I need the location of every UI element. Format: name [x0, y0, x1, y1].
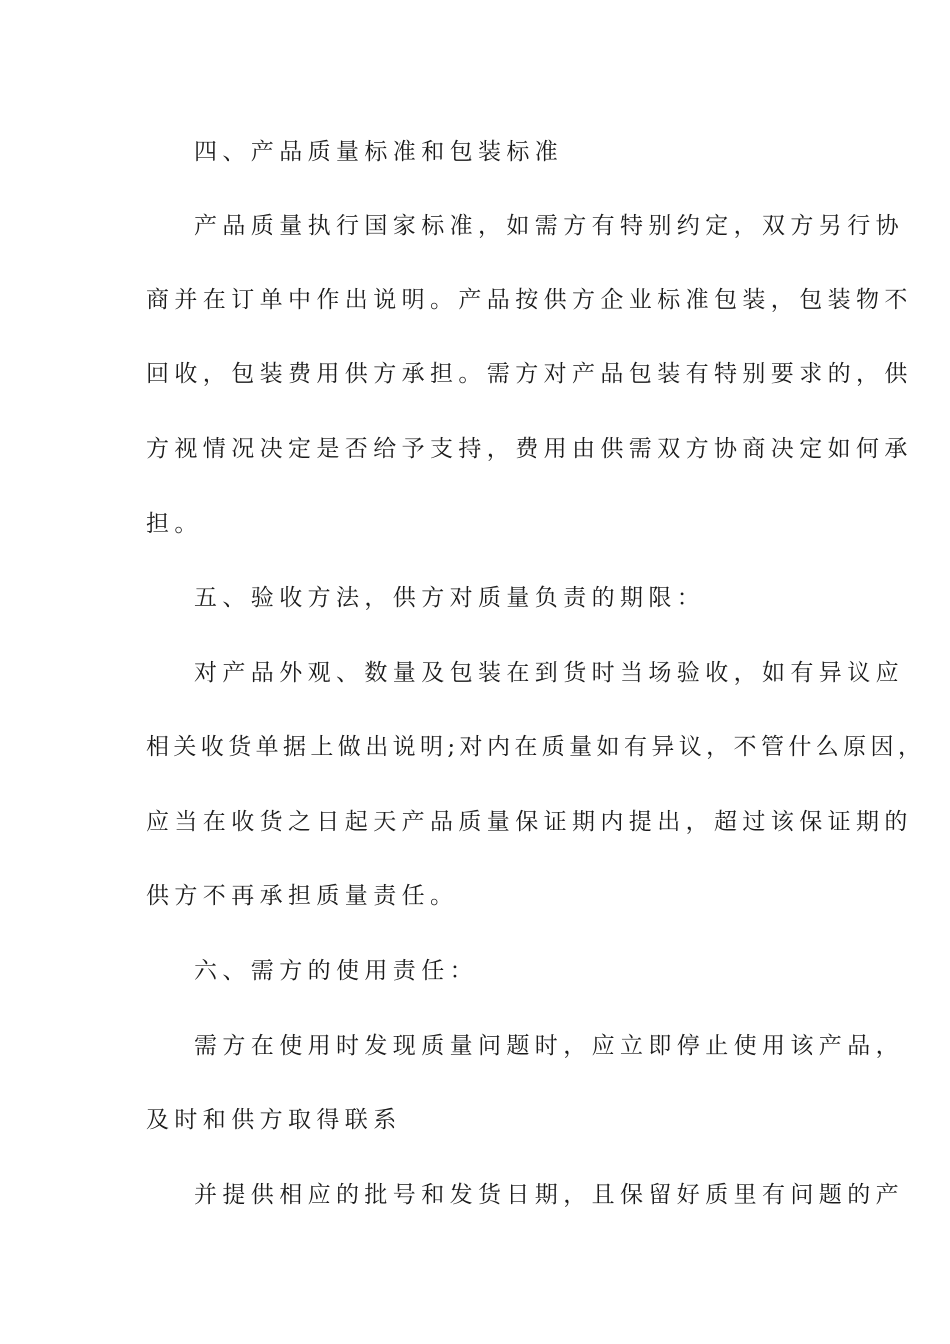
section-heading-acceptance: 五、验收方法，供方对质量负责的期限：	[194, 585, 706, 611]
paragraph-line: 相关收货单据上做出说明;对内在质量如有异议，不管什么原因，	[146, 734, 926, 760]
paragraph-line: 及时和供方取得联系	[146, 1107, 402, 1133]
paragraph-line: 方视情况决定是否给予支持，费用由供需双方协商决定如何承	[146, 436, 913, 462]
paragraph-line: 对产品外观、数量及包装在到货时当场验收，如有异议应	[194, 660, 904, 686]
paragraph-line: 并提供相应的批号和发货日期，且保留好质里有问题的产	[194, 1182, 904, 1208]
paragraph-line: 应当在收货之日起天产品质量保证期内提出，超过该保证期的	[146, 809, 913, 835]
paragraph-line: 担。	[146, 511, 203, 537]
section-heading-usage-responsibility: 六、需方的使用责任：	[194, 958, 478, 984]
paragraph-line: 回收，包装费用供方承担。需方对产品包装有特别要求的，供	[146, 361, 913, 387]
paragraph-line: 产品质量执行国家标准，如需方有特别约定，双方另行协	[194, 213, 904, 239]
section-heading-quality-packaging: 四、产品质量标准和包装标准	[194, 139, 564, 165]
paragraph-line: 需方在使用时发现质量问题时，应立即停止使用该产品，	[194, 1033, 904, 1059]
paragraph-line: 商并在订单中作出说明。产品按供方企业标准包装，包装物不	[146, 287, 913, 313]
paragraph-line: 供方不再承担质量责任。	[146, 883, 459, 909]
